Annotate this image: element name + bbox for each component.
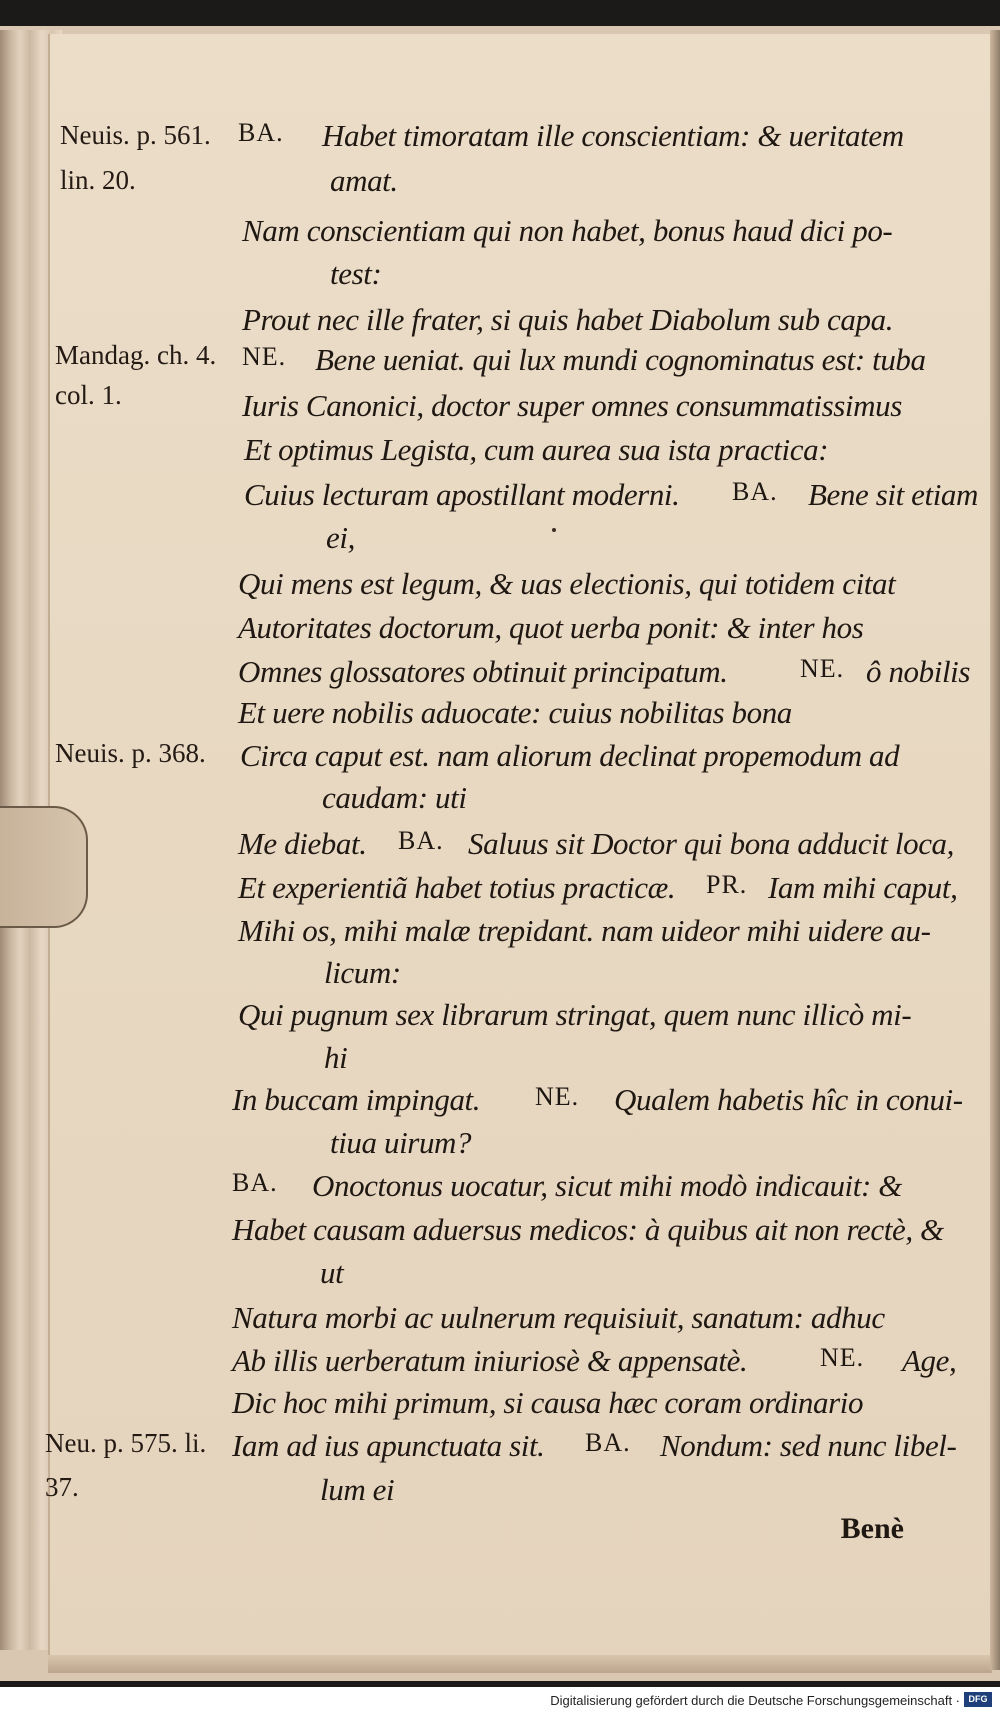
line-text: Me diebat. bbox=[238, 826, 367, 861]
speaker-tag: NE. bbox=[820, 1343, 865, 1372]
line-text: Qualem habetis hîc in conui- bbox=[614, 1082, 963, 1117]
line-text: ei, bbox=[326, 520, 355, 555]
line-text: amat. bbox=[330, 163, 398, 198]
speaker-tag: BA. bbox=[585, 1428, 631, 1457]
margin-note: Neu. p. 575. li. bbox=[45, 1428, 207, 1458]
text-line bbox=[0, 1255, 1000, 1295]
line-text: Omnes glossatores obtinuit principatum. bbox=[238, 654, 728, 689]
text-line bbox=[0, 342, 1000, 382]
line-text: licum: bbox=[324, 955, 401, 990]
text-line bbox=[0, 1343, 1000, 1383]
speaker-tag: BA. bbox=[398, 826, 444, 855]
text-line bbox=[0, 477, 1000, 517]
line-text: test: bbox=[330, 256, 382, 291]
margin-note: col. 1. bbox=[55, 380, 122, 410]
footer-credit: Digitalisierung gefördert durch die Deutsche Forschungsgemeinschaft · bbox=[550, 1693, 960, 1708]
line-text: Et experientiã habet totius practicæ. bbox=[238, 870, 676, 905]
speaker-tag: BA. bbox=[238, 118, 284, 147]
line-text: Nam conscientiam qui non habet, bonus haud dici po- bbox=[242, 213, 893, 248]
text-line bbox=[0, 256, 1000, 296]
text-line bbox=[0, 695, 1000, 735]
speaker-tag: NE. bbox=[800, 654, 845, 683]
text-line bbox=[0, 654, 1000, 694]
text-line bbox=[0, 1168, 1000, 1208]
line-text: Iam mihi caput, bbox=[768, 870, 958, 905]
text-line bbox=[0, 997, 1000, 1037]
line-text: Et optimus Legista, cum aurea sua ista practica: bbox=[244, 432, 829, 467]
margin-note: 37. bbox=[45, 1472, 79, 1502]
line-text: hi bbox=[324, 1040, 348, 1075]
line-text: In buccam impingat. bbox=[232, 1082, 481, 1117]
text-line bbox=[0, 1472, 1000, 1512]
speaker-tag: BA. bbox=[732, 477, 778, 506]
text-line bbox=[0, 163, 1000, 203]
speaker-tag: NE. bbox=[242, 342, 287, 371]
text-line bbox=[0, 1300, 1000, 1340]
text-line bbox=[0, 780, 1000, 820]
text-line bbox=[0, 870, 1000, 910]
text-line bbox=[0, 302, 1000, 342]
line-text: Mihi os, mihi malæ trepidant. nam uideor mihi uidere au- bbox=[238, 913, 931, 948]
line-text: Natura morbi ac uulnerum requisiuit, sanatum: adhuc bbox=[232, 1300, 885, 1335]
text-line bbox=[0, 913, 1000, 953]
text-line bbox=[0, 1040, 1000, 1080]
line-text: Iuris Canonici, doctor super omnes consummatissimus bbox=[242, 388, 902, 423]
line-text: ut bbox=[320, 1255, 344, 1290]
margin-note: lin. 20. bbox=[60, 165, 136, 195]
text-line bbox=[0, 432, 1000, 472]
text-line bbox=[0, 388, 1000, 428]
line-text: Circa caput est. nam aliorum declinat propemodum ad bbox=[240, 738, 900, 773]
catchword: Benè bbox=[840, 1512, 904, 1545]
line-text: Age, bbox=[902, 1343, 957, 1378]
line-text: Qui pugnum sex librarum stringat, quem nunc illicò mi- bbox=[238, 997, 912, 1032]
line-text: Iam ad ius apunctuata sit. bbox=[232, 1428, 545, 1463]
line-text: Habet timoratam ille conscientiam: & ueritatem bbox=[322, 118, 904, 153]
text-line bbox=[0, 118, 1000, 158]
speaker-tag: BA. bbox=[232, 1168, 278, 1197]
text-line bbox=[0, 1125, 1000, 1165]
line-text: Dic hoc mihi primum, si causa hæc coram ordinario bbox=[232, 1385, 864, 1420]
margin-note: Neuis. p. 368. bbox=[55, 738, 206, 768]
line-text: Ab illis uerberatum iniuriosè & appensatè. bbox=[232, 1343, 748, 1378]
text-line bbox=[0, 520, 1000, 560]
line-text: Bene sit etiam bbox=[808, 477, 979, 512]
speaker-tag: NE. bbox=[535, 1082, 580, 1111]
margin-note: Mandag. ch. 4. bbox=[55, 340, 217, 370]
line-text: Et uere nobilis aduocate: cuius nobilitas bona bbox=[238, 695, 792, 730]
text-line bbox=[0, 1212, 1000, 1252]
line-text: Bene ueniat. qui lux mundi cognominatus est: tuba bbox=[315, 342, 926, 377]
dfg-logo-icon: DFG bbox=[964, 1692, 992, 1707]
text-line bbox=[0, 566, 1000, 606]
text-line bbox=[0, 1385, 1000, 1425]
line-text: Habet causam aduersus medicos: à quibus ait non rectè, & bbox=[232, 1212, 944, 1247]
line-text: Saluus sit Doctor qui bona adducit loca, bbox=[468, 826, 955, 861]
line-text: caudam: uti bbox=[322, 780, 467, 815]
line-text: Autoritates doctorum, quot uerba ponit: & inter hos bbox=[238, 610, 864, 645]
text-line bbox=[0, 738, 1000, 778]
text-line bbox=[0, 826, 1000, 866]
footer-bar bbox=[0, 1687, 1000, 1713]
line-text: ô nobilis bbox=[866, 654, 971, 689]
line-text: Cuius lecturam apostillant moderni. bbox=[244, 477, 680, 512]
ink-speck bbox=[552, 528, 556, 532]
text-line bbox=[0, 1428, 1000, 1468]
page-bottom-edge bbox=[48, 1655, 992, 1673]
text-line bbox=[0, 610, 1000, 650]
margin-note: Neuis. p. 561. bbox=[60, 120, 211, 150]
text-line bbox=[0, 213, 1000, 253]
speaker-tag: PR. bbox=[706, 870, 748, 899]
line-text: Prout nec ille frater, si quis habet Diabolum sub capa. bbox=[242, 302, 894, 337]
text-line bbox=[0, 1082, 1000, 1122]
line-text: lum ei bbox=[320, 1472, 395, 1507]
line-text: tiua uirum? bbox=[330, 1125, 472, 1160]
line-text: Nondum: sed nunc libel- bbox=[660, 1428, 957, 1463]
line-text: Qui mens est legum, & uas electionis, qui totidem citat bbox=[238, 566, 896, 601]
line-text: Onoctonus uocatur, sicut mihi modò indicauit: & bbox=[312, 1168, 902, 1203]
text-line bbox=[0, 955, 1000, 995]
